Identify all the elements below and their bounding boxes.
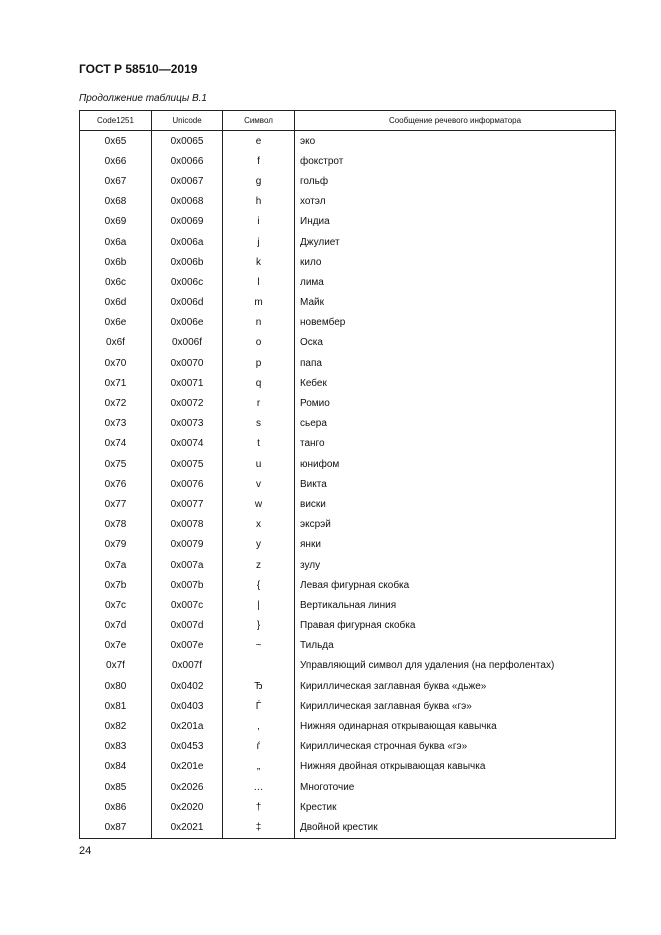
cell-unicode: 0x0453 [152, 737, 223, 757]
cell-symbol: Ђ [223, 676, 295, 696]
cell-code1251: 0x82 [80, 716, 152, 736]
table-row [80, 515, 616, 535]
cell-message: Управляющий символ для удаления (на перфолентах) [295, 656, 616, 676]
cell-message: Вертикальная линия [295, 595, 616, 615]
cell-symbol: † [223, 797, 295, 817]
table-row [80, 535, 616, 555]
table-row [80, 333, 616, 353]
cell-message: Кебек [295, 373, 616, 393]
code-table [79, 110, 616, 839]
column-header-code1251: Code1251 [80, 111, 152, 131]
column-header-message: Сообщение речевого информатора [295, 111, 616, 131]
cell-symbol: h [223, 192, 295, 212]
cell-symbol: l [223, 272, 295, 292]
cell-symbol: o [223, 333, 295, 353]
table-body [80, 131, 616, 839]
cell-code1251: 0x73 [80, 414, 152, 434]
column-header-symbol: Символ [223, 111, 295, 131]
table-row [80, 797, 616, 817]
cell-code1251: 0x68 [80, 192, 152, 212]
cell-code1251: 0x81 [80, 696, 152, 716]
cell-code1251: 0x76 [80, 474, 152, 494]
table-row [80, 293, 616, 313]
cell-code1251: 0x87 [80, 817, 152, 838]
cell-code1251: 0x7b [80, 575, 152, 595]
cell-message: Индиа [295, 212, 616, 232]
column-header-unicode: Unicode [152, 111, 223, 131]
cell-symbol: x [223, 515, 295, 535]
table-row [80, 716, 616, 736]
table-row [80, 575, 616, 595]
cell-unicode: 0x006f [152, 333, 223, 353]
cell-message: Викта [295, 474, 616, 494]
table-row [80, 151, 616, 171]
cell-symbol: s [223, 414, 295, 434]
page-number: 24 [79, 845, 92, 857]
cell-message: Ромио [295, 393, 616, 413]
table-row [80, 434, 616, 454]
cell-message: лима [295, 272, 616, 292]
cell-symbol: r [223, 393, 295, 413]
table-row [80, 636, 616, 656]
cell-message: Оска [295, 333, 616, 353]
cell-message: Тильда [295, 636, 616, 656]
cell-symbol: i [223, 212, 295, 232]
cell-message: Кириллическая заглавная буква «гэ» [295, 696, 616, 716]
table-caption: Продолжение таблицы В.1 [79, 93, 207, 104]
cell-symbol: z [223, 555, 295, 575]
cell-unicode: 0x007c [152, 595, 223, 615]
cell-message: Кириллическая заглавная буква «дьже» [295, 676, 616, 696]
cell-message: фокстрот [295, 151, 616, 171]
table-row [80, 373, 616, 393]
table-row [80, 737, 616, 757]
cell-unicode: 0x0068 [152, 192, 223, 212]
cell-message: кило [295, 252, 616, 272]
cell-code1251: 0x80 [80, 676, 152, 696]
cell-code1251: 0x77 [80, 494, 152, 514]
cell-message: Левая фигурная скобка [295, 575, 616, 595]
cell-code1251: 0x72 [80, 393, 152, 413]
cell-code1251: 0x75 [80, 454, 152, 474]
cell-symbol: j [223, 232, 295, 252]
cell-symbol: ~ [223, 636, 295, 656]
cell-code1251: 0x7c [80, 595, 152, 615]
cell-symbol: f [223, 151, 295, 171]
cell-code1251: 0x86 [80, 797, 152, 817]
cell-unicode: 0x0067 [152, 171, 223, 191]
cell-unicode: 0x006b [152, 252, 223, 272]
cell-symbol: „ [223, 757, 295, 777]
cell-unicode: 0x0402 [152, 676, 223, 696]
cell-code1251: 0x6e [80, 313, 152, 333]
document-header: ГОСТ Р 58510—2019 [79, 62, 198, 76]
cell-unicode: 0x006c [152, 272, 223, 292]
cell-symbol: m [223, 293, 295, 313]
table-row [80, 393, 616, 413]
table-row [80, 212, 616, 232]
cell-code1251: 0x70 [80, 353, 152, 373]
cell-code1251: 0x6a [80, 232, 152, 252]
cell-code1251: 0x7d [80, 616, 152, 636]
cell-unicode: 0x0072 [152, 393, 223, 413]
cell-message: виски [295, 494, 616, 514]
cell-code1251: 0x7e [80, 636, 152, 656]
table-row [80, 595, 616, 615]
cell-message: Кириллическая строчная буква «гэ» [295, 737, 616, 757]
cell-unicode: 0x0074 [152, 434, 223, 454]
cell-code1251: 0x74 [80, 434, 152, 454]
cell-unicode: 0x006d [152, 293, 223, 313]
cell-unicode: 0x0079 [152, 535, 223, 555]
table-row [80, 656, 616, 676]
table-row [80, 494, 616, 514]
cell-unicode: 0x0077 [152, 494, 223, 514]
cell-symbol: … [223, 777, 295, 797]
cell-code1251: 0x84 [80, 757, 152, 777]
header-row [80, 111, 616, 131]
cell-code1251: 0x85 [80, 777, 152, 797]
cell-symbol: Ѓ [223, 696, 295, 716]
cell-message: Джулиет [295, 232, 616, 252]
cell-unicode: 0x0076 [152, 474, 223, 494]
cell-unicode: 0x007e [152, 636, 223, 656]
table-row [80, 414, 616, 434]
cell-symbol: w [223, 494, 295, 514]
table-row [80, 817, 616, 838]
cell-unicode: 0x0078 [152, 515, 223, 535]
cell-symbol: n [223, 313, 295, 333]
cell-unicode: 0x2021 [152, 817, 223, 838]
cell-message: Крестик [295, 797, 616, 817]
cell-symbol: e [223, 131, 295, 152]
cell-unicode: 0x0065 [152, 131, 223, 152]
table-row [80, 272, 616, 292]
cell-unicode: 0x201a [152, 716, 223, 736]
cell-unicode: 0x006a [152, 232, 223, 252]
cell-message: янки [295, 535, 616, 555]
table-row [80, 454, 616, 474]
cell-message: танго [295, 434, 616, 454]
cell-code1251: 0x6d [80, 293, 152, 313]
cell-symbol: ‡ [223, 817, 295, 838]
cell-message: новембер [295, 313, 616, 333]
cell-message: юнифом [295, 454, 616, 474]
table-row [80, 313, 616, 333]
cell-code1251: 0x6c [80, 272, 152, 292]
table-row [80, 252, 616, 272]
table-row [80, 131, 616, 152]
cell-code1251: 0x79 [80, 535, 152, 555]
cell-code1251: 0x6f [80, 333, 152, 353]
cell-symbol: { [223, 575, 295, 595]
cell-code1251: 0x7f [80, 656, 152, 676]
cell-unicode: 0x0070 [152, 353, 223, 373]
table-row [80, 676, 616, 696]
cell-unicode: 0x007b [152, 575, 223, 595]
cell-symbol: u [223, 454, 295, 474]
cell-unicode: 0x201e [152, 757, 223, 777]
cell-unicode: 0x0073 [152, 414, 223, 434]
cell-code1251: 0x66 [80, 151, 152, 171]
table-row [80, 555, 616, 575]
cell-symbol [223, 656, 295, 676]
cell-code1251: 0x71 [80, 373, 152, 393]
cell-symbol: ‚ [223, 716, 295, 736]
cell-message: Правая фигурная скобка [295, 616, 616, 636]
cell-unicode: 0x2026 [152, 777, 223, 797]
cell-message: зулу [295, 555, 616, 575]
cell-unicode: 0x006e [152, 313, 223, 333]
cell-symbol: ѓ [223, 737, 295, 757]
table-row [80, 232, 616, 252]
cell-unicode: 0x0403 [152, 696, 223, 716]
cell-message: Двойной крестик [295, 817, 616, 838]
cell-symbol: g [223, 171, 295, 191]
cell-symbol: p [223, 353, 295, 373]
cell-code1251: 0x67 [80, 171, 152, 191]
table-row [80, 616, 616, 636]
cell-message: Многоточие [295, 777, 616, 797]
table-row [80, 474, 616, 494]
cell-message: эксрэй [295, 515, 616, 535]
cell-message: Нижняя одинарная открывающая кавычка [295, 716, 616, 736]
cell-symbol: t [223, 434, 295, 454]
cell-symbol: } [223, 616, 295, 636]
cell-code1251: 0x65 [80, 131, 152, 152]
cell-code1251: 0x83 [80, 737, 152, 757]
cell-code1251: 0x69 [80, 212, 152, 232]
cell-code1251: 0x6b [80, 252, 152, 272]
cell-message: Майк [295, 293, 616, 313]
cell-code1251: 0x78 [80, 515, 152, 535]
table-header [80, 111, 616, 131]
cell-unicode: 0x007f [152, 656, 223, 676]
cell-code1251: 0x7a [80, 555, 152, 575]
cell-unicode: 0x0075 [152, 454, 223, 474]
cell-message: сьера [295, 414, 616, 434]
cell-symbol: k [223, 252, 295, 272]
cell-symbol: | [223, 595, 295, 615]
table-row [80, 696, 616, 716]
cell-symbol: y [223, 535, 295, 555]
cell-unicode: 0x0071 [152, 373, 223, 393]
cell-unicode: 0x2020 [152, 797, 223, 817]
cell-message: Нижняя двойная открывающая кавычка [295, 757, 616, 777]
cell-unicode: 0x007a [152, 555, 223, 575]
cell-symbol: q [223, 373, 295, 393]
cell-unicode: 0x007d [152, 616, 223, 636]
table-row [80, 777, 616, 797]
table-row [80, 757, 616, 777]
cell-unicode: 0x0066 [152, 151, 223, 171]
cell-unicode: 0x0069 [152, 212, 223, 232]
cell-symbol: v [223, 474, 295, 494]
cell-message: папа [295, 353, 616, 373]
table-row [80, 171, 616, 191]
table-row [80, 192, 616, 212]
table-row [80, 353, 616, 373]
cell-message: гольф [295, 171, 616, 191]
cell-message: эко [295, 131, 616, 152]
cell-message: хотэл [295, 192, 616, 212]
